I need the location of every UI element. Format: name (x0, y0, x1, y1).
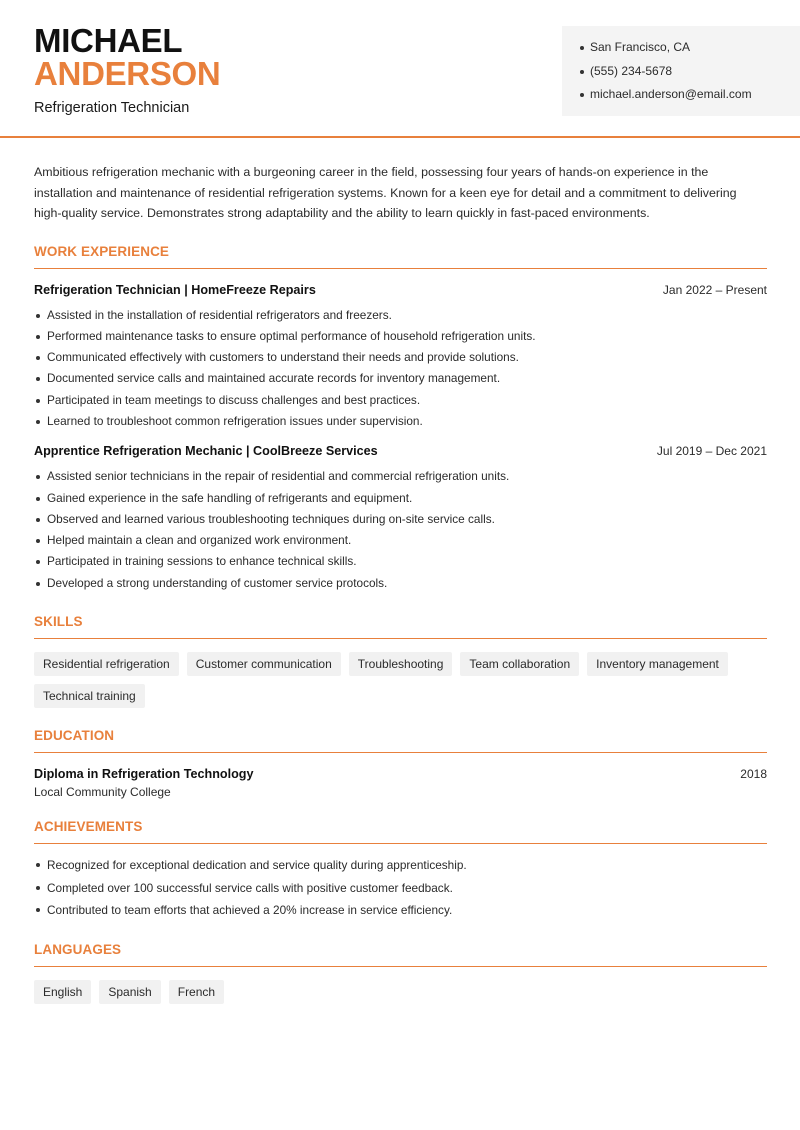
contact-location: San Francisco, CA (580, 39, 752, 63)
list-item: Gained experience in the safe handling of refrigerants and equipment. (34, 488, 767, 509)
list-item: Completed over 100 successful service calls with positive customer feedback. (34, 877, 767, 900)
language-tag: English (34, 980, 91, 1004)
contact-list (580, 39, 752, 110)
list-item: Participated in training sessions to enhance technical skills. (34, 551, 767, 572)
job-dates: Jan 2022 – Present (662, 282, 767, 297)
list-item: Assisted in the installation of residential refrigerators and freezers. (34, 305, 767, 326)
list-item: Recognized for exceptional dedication and service quality during apprenticeship. (34, 854, 767, 877)
degree-title: Diploma in Refrigeration Technology (34, 767, 254, 782)
graduation-year: 2018 (740, 767, 767, 782)
section-heading: LANGUAGES (34, 942, 767, 967)
first-name: MICHAEL (34, 22, 183, 59)
achievements-list (34, 854, 767, 922)
contact-phone: (555) 234-5678 (580, 63, 752, 87)
job-bullets (34, 466, 767, 594)
list-item: Performed maintenance tasks to ensure optimal performance of household refrigeration units. (34, 326, 767, 347)
contact-email[interactable]: michael.anderson@email.com (580, 86, 752, 110)
skill-tag: Inventory management (587, 652, 728, 676)
list-item: Developed a strong understanding of customer service protocols. (34, 573, 767, 594)
skill-tag: Customer communication (187, 652, 341, 676)
list-item: Helped maintain a clean and organized work environment. (34, 530, 767, 551)
school-name: Local Community College (34, 785, 171, 800)
skill-tag: Troubleshooting (349, 652, 453, 676)
list-item: Assisted senior technicians in the repair of residential and commercial refrigeration units. (34, 466, 767, 487)
language-tag: French (169, 980, 224, 1004)
language-tags (34, 980, 767, 1004)
language-tag: Spanish (99, 980, 160, 1004)
job-entry (34, 283, 767, 433)
achievements-section (34, 819, 767, 922)
list-item: Learned to troubleshoot common refrigeration issues under supervision. (34, 411, 767, 432)
job-entry (34, 444, 767, 594)
skills-tags (34, 652, 767, 708)
job-title: Refrigeration Technician | HomeFreeze Repairs (34, 282, 316, 297)
job-title: Apprentice Refrigeration Mechanic | CoolBreeze Services (34, 444, 378, 459)
skill-tag: Technical training (34, 684, 145, 708)
list-item: Contributed to team efforts that achieved a 20% increase in service efficiency. (34, 899, 767, 922)
job-bullets (34, 305, 767, 433)
list-item: Documented service calls and maintained accurate records for inventory management. (34, 368, 767, 389)
section-heading: SKILLS (34, 614, 767, 639)
section-heading: WORK EXPERIENCE (34, 244, 767, 269)
summary-text: Ambitious refrigeration mechanic with a burgeoning career in the field, possessing four years of hands-on experience in the installation and maintenance of residential refrigeration systems. Known for a keen eye for detail and a commitment to delivering high-quality service. Demonstrates strong adaptability and the ability to learn quickly in fast-paced environments. (34, 165, 737, 220)
contact-box (562, 26, 800, 116)
section-heading: ACHIEVEMENTS (34, 819, 767, 844)
skill-tag: Team collaboration (460, 652, 579, 676)
education-section (34, 728, 767, 799)
list-item: Participated in team meetings to discuss challenges and best practices. (34, 390, 767, 411)
list-item: Communicated effectively with customers to understand their needs and provide solutions. (34, 347, 767, 368)
resume-header (0, 0, 800, 138)
last-name: ANDERSON (34, 55, 221, 92)
education-entry (34, 767, 767, 799)
skills-section (34, 614, 767, 708)
job-dates: Jul 2019 – Dec 2021 (656, 444, 767, 459)
languages-section (34, 942, 767, 1004)
work-experience-section (34, 244, 767, 595)
skill-tag: Residential refrigeration (34, 652, 179, 676)
job-role: Refrigeration Technician (34, 100, 190, 116)
candidate-name (34, 24, 220, 90)
resume-body (34, 162, 767, 1004)
list-item: Observed and learned various troubleshooting techniques during on-site service calls. (34, 509, 767, 530)
section-heading: EDUCATION (34, 728, 767, 753)
